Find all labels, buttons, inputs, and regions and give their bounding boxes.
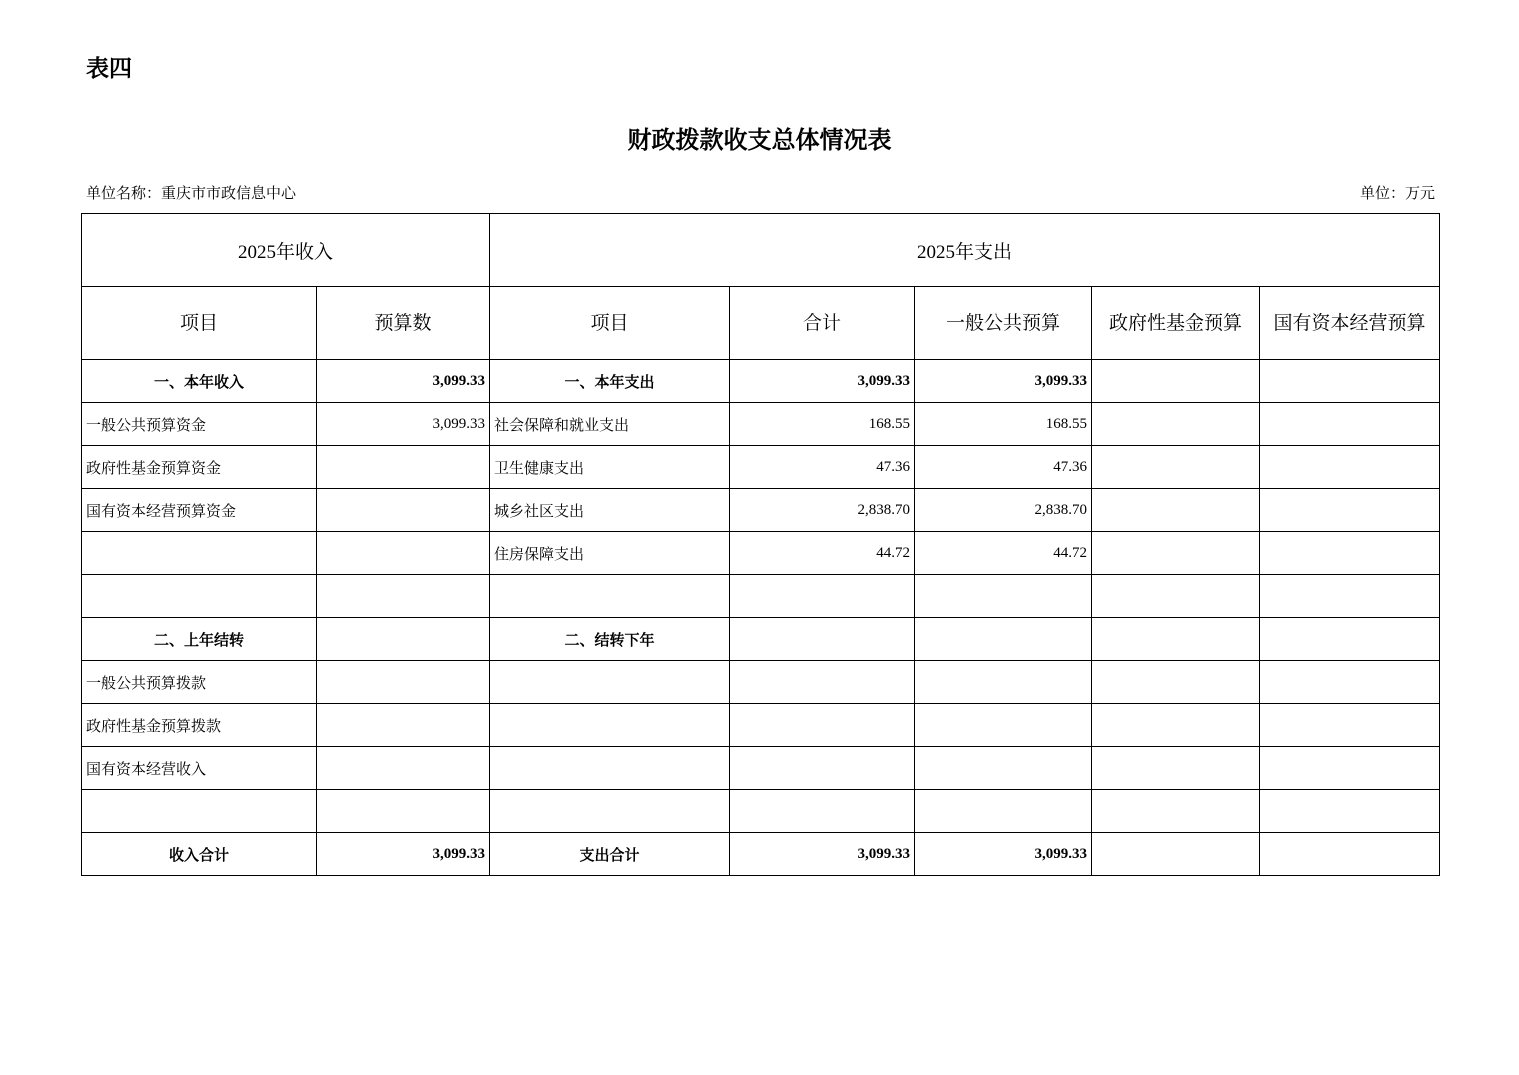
total-cell: 3,099.33 xyxy=(730,833,915,876)
income-item-cell xyxy=(82,532,317,575)
gov-fund-budget-header: 政府性基金预算 xyxy=(1092,287,1260,360)
table-row xyxy=(82,747,1440,790)
total-cell: 3,099.33 xyxy=(730,360,915,403)
state-capital-budget-cell xyxy=(1260,790,1440,833)
state-capital-budget-cell xyxy=(1260,360,1440,403)
unit-name: 单位名称：重庆市市政信息中心 xyxy=(86,184,297,202)
income-budget-cell xyxy=(317,747,490,790)
gov-fund-budget-cell xyxy=(1092,360,1260,403)
income-item-cell: 政府性基金预算资金 xyxy=(82,446,317,489)
table-row xyxy=(82,360,1440,403)
budget-table xyxy=(81,213,1440,876)
expense-item-cell: 城乡社区支出 xyxy=(490,489,730,532)
expense-item-cell xyxy=(490,575,730,618)
income-budget-cell xyxy=(317,704,490,747)
general-budget-cell: 47.36 xyxy=(915,446,1092,489)
total-header: 合计 xyxy=(730,287,915,360)
gov-fund-budget-cell xyxy=(1092,747,1260,790)
income-budget-cell xyxy=(317,575,490,618)
general-budget-cell xyxy=(915,704,1092,747)
income-budget-cell xyxy=(317,661,490,704)
income-item-cell xyxy=(82,790,317,833)
group-header-row xyxy=(82,214,1440,287)
general-budget-header: 一般公共预算 xyxy=(915,287,1092,360)
state-capital-budget-cell xyxy=(1260,532,1440,575)
income-item-cell: 收入合计 xyxy=(82,833,317,876)
general-budget-cell xyxy=(915,661,1092,704)
income-item-cell xyxy=(82,575,317,618)
general-budget-cell xyxy=(915,575,1092,618)
table-label: 表四 xyxy=(86,56,132,82)
income-item-cell: 国有资本经营收入 xyxy=(82,747,317,790)
gov-fund-budget-cell xyxy=(1092,489,1260,532)
state-capital-budget-cell xyxy=(1260,446,1440,489)
expense-item-cell: 支出合计 xyxy=(490,833,730,876)
expense-item-cell xyxy=(490,747,730,790)
general-budget-cell: 44.72 xyxy=(915,532,1092,575)
column-header-row xyxy=(82,287,1440,360)
general-budget-cell xyxy=(915,618,1092,661)
total-cell: 168.55 xyxy=(730,403,915,446)
expense-group-header: 2025年支出 xyxy=(490,214,1440,287)
expense-item-header: 项目 xyxy=(490,287,730,360)
table-row xyxy=(82,489,1440,532)
total-cell: 47.36 xyxy=(730,446,915,489)
table-row xyxy=(82,661,1440,704)
general-budget-cell: 3,099.33 xyxy=(915,360,1092,403)
state-capital-budget-cell xyxy=(1260,833,1440,876)
state-capital-budget-cell xyxy=(1260,661,1440,704)
state-capital-budget-header: 国有资本经营预算 xyxy=(1260,287,1440,360)
total-cell xyxy=(730,747,915,790)
state-capital-budget-cell xyxy=(1260,747,1440,790)
income-budget-cell xyxy=(317,790,490,833)
table-row xyxy=(82,532,1440,575)
income-budget-cell: 3,099.33 xyxy=(317,833,490,876)
total-cell: 44.72 xyxy=(730,532,915,575)
income-budget-cell xyxy=(317,446,490,489)
income-budget-header: 预算数 xyxy=(317,287,490,360)
expense-item-cell: 住房保障支出 xyxy=(490,532,730,575)
expense-item-cell xyxy=(490,704,730,747)
gov-fund-budget-cell xyxy=(1092,575,1260,618)
table-row xyxy=(82,618,1440,661)
gov-fund-budget-cell xyxy=(1092,704,1260,747)
general-budget-cell xyxy=(915,747,1092,790)
state-capital-budget-cell xyxy=(1260,618,1440,661)
gov-fund-budget-cell xyxy=(1092,403,1260,446)
state-capital-budget-cell xyxy=(1260,704,1440,747)
table-row xyxy=(82,446,1440,489)
table-row xyxy=(82,403,1440,446)
income-item-cell: 政府性基金预算拨款 xyxy=(82,704,317,747)
income-budget-cell: 3,099.33 xyxy=(317,403,490,446)
total-cell xyxy=(730,661,915,704)
gov-fund-budget-cell xyxy=(1092,790,1260,833)
gov-fund-budget-cell xyxy=(1092,618,1260,661)
general-budget-cell xyxy=(915,790,1092,833)
income-budget-cell: 3,099.33 xyxy=(317,360,490,403)
state-capital-budget-cell xyxy=(1260,575,1440,618)
income-group-header: 2025年收入 xyxy=(82,214,490,287)
page-title: 财政拨款收支总体情况表 xyxy=(627,125,892,154)
expense-item-cell: 社会保障和就业支出 xyxy=(490,403,730,446)
income-item-cell: 一般公共预算资金 xyxy=(82,403,317,446)
expense-item-cell: 一、本年支出 xyxy=(490,360,730,403)
expense-item-cell xyxy=(490,661,730,704)
state-capital-budget-cell xyxy=(1260,403,1440,446)
total-cell xyxy=(730,575,915,618)
gov-fund-budget-cell xyxy=(1092,833,1260,876)
income-item-header: 项目 xyxy=(82,287,317,360)
gov-fund-budget-cell xyxy=(1092,661,1260,704)
expense-item-cell xyxy=(490,790,730,833)
unit-measure: 单位：万元 xyxy=(1359,184,1435,202)
income-item-cell: 国有资本经营预算资金 xyxy=(82,489,317,532)
gov-fund-budget-cell xyxy=(1092,446,1260,489)
income-budget-cell xyxy=(317,489,490,532)
general-budget-cell: 3,099.33 xyxy=(915,833,1092,876)
income-item-cell: 一般公共预算拨款 xyxy=(82,661,317,704)
income-budget-cell xyxy=(317,618,490,661)
total-cell: 2,838.70 xyxy=(730,489,915,532)
income-budget-cell xyxy=(317,532,490,575)
income-item-cell: 一、本年收入 xyxy=(82,360,317,403)
state-capital-budget-cell xyxy=(1260,489,1440,532)
general-budget-cell: 168.55 xyxy=(915,403,1092,446)
total-cell xyxy=(730,790,915,833)
expense-item-cell: 二、结转下年 xyxy=(490,618,730,661)
table-row xyxy=(82,704,1440,747)
total-cell xyxy=(730,704,915,747)
gov-fund-budget-cell xyxy=(1092,532,1260,575)
income-item-cell: 二、上年结转 xyxy=(82,618,317,661)
table-row xyxy=(82,790,1440,833)
general-budget-cell: 2,838.70 xyxy=(915,489,1092,532)
table-row xyxy=(82,833,1440,876)
table-row xyxy=(82,575,1440,618)
total-cell xyxy=(730,618,915,661)
expense-item-cell: 卫生健康支出 xyxy=(490,446,730,489)
